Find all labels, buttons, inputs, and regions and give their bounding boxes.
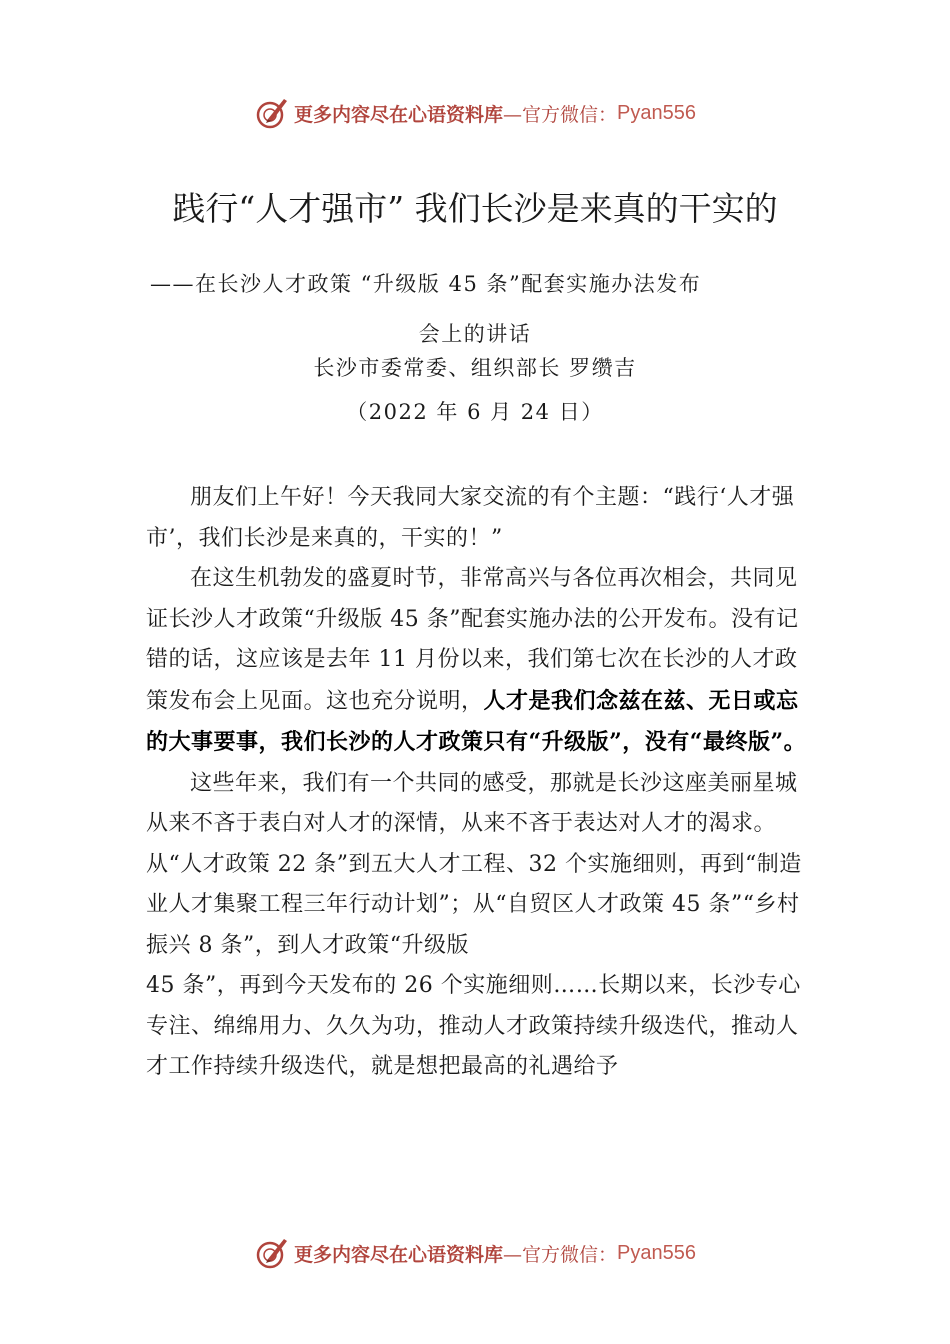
banner-text: 更多内容尽在心语资料库 [294, 1243, 504, 1266]
quill-seal-icon [254, 1235, 290, 1271]
banner-wechat-id: Pyan556 [617, 101, 696, 124]
banner-text: 更多内容尽在心语资料库 [294, 103, 504, 126]
footer-watermark-banner [0, 1233, 950, 1273]
document-title: 践行“人才强市” 我们长沙是来真的干实的 [172, 189, 778, 228]
paragraph-2-emphasis: 人才是我们念兹在兹、无日或忘的大事要事，我们长沙的人才政策只有“升级版”，没有“最终版”。 [146, 687, 807, 755]
document-date: （2022 年 6 月 24 日） [346, 400, 604, 424]
paragraph-3-continued: 45 条”，再到今天发布的 26 个实施细则……长期以来，长沙专心专注、绵绵用力、久久为功，推动人才政策持续升级迭代，推动人才工作持续升级迭代，就是想把最高的礼遇给予 [146, 973, 801, 1079]
document-body [146, 478, 816, 1088]
header-watermark-banner [0, 93, 950, 133]
paragraph-2-text: 在这生机勃发的盛夏时节，非常高兴与各位再次相会，共同见证长沙人才政策“升级版 45 条”配套实施办法的公开发布。没有记错的话，这应该是去年 11 月份以来，我们第七次在长沙的人才政策发布会上见面。这也充分说明， [146, 566, 799, 714]
banner-wechat-id: Pyan556 [617, 1241, 696, 1264]
document-subtitle-line1: ——在长沙人才政策 “升级版 45 条”配套实施办法发布 [150, 272, 702, 296]
paragraph-1: 朋友们上午好！今天我同大家交流的有个主题：“践行‘人才强市’，我们长沙是来真的，干实的！” [146, 485, 795, 551]
document-subtitle-line2: 会上的讲话 [418, 322, 532, 346]
banner-wechat-label: —官方微信： [503, 1243, 618, 1266]
paragraph-3: 这些年来，我们有一个共同的感受，那就是长沙这座美丽星城从来不吝于表白对人才的深情，从来不吝于表达对人才的渴求。从“人才政策 22 条”到五大人才工程、32 个实施细则，再到“制造业人才集聚工程三年行动计划”；从“自贸区人才政策 45 条”“乡村振兴 8 条”，到人才政策“升级版 [146, 770, 802, 958]
banner-wechat-label: —官方微信： [503, 103, 618, 126]
document-author: 长沙市委常委、组织部长 罗缵吉 [313, 356, 637, 380]
quill-seal-icon [254, 95, 290, 131]
paragraph-2 [146, 559, 816, 764]
